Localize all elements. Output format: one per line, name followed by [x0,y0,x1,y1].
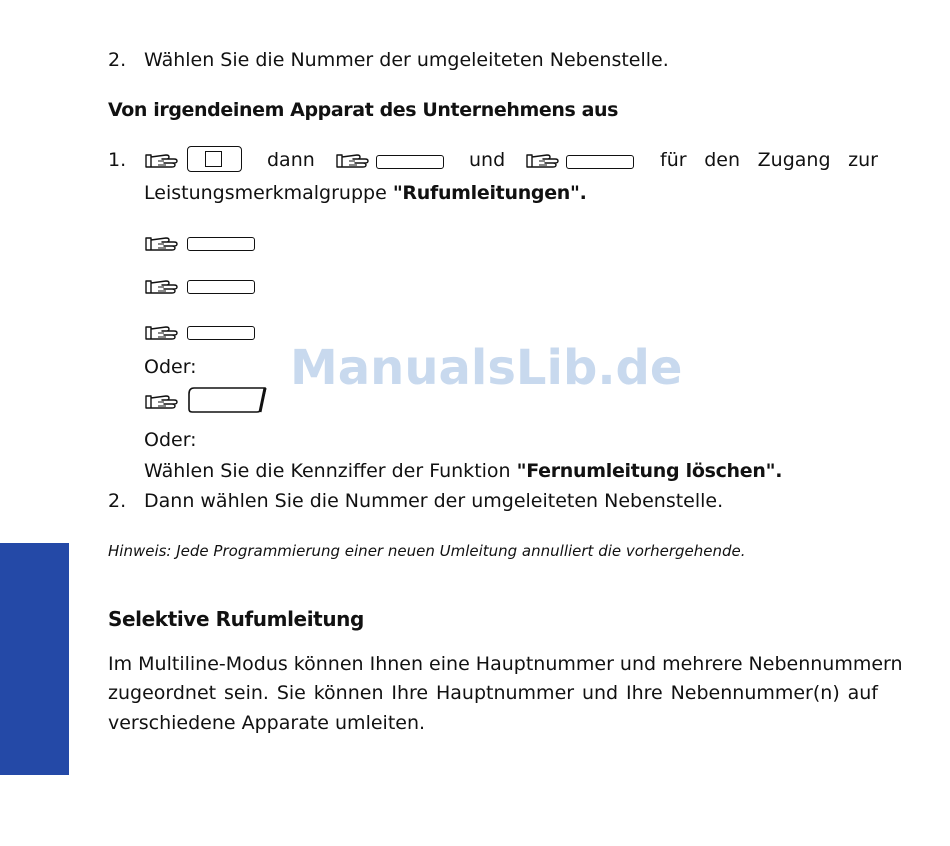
step-word-dann: dann [267,149,315,171]
press-hand-icon [144,276,180,298]
step-text: für den Zugang zur [660,149,878,171]
step-number: 2. [108,490,127,512]
instruction-text [144,460,782,482]
paragraph-line: Im Multiline-Modus können Ihnen eine Hauptnummer und mehrere Nebennummern [108,653,903,675]
press-hand-icon [144,391,180,413]
oder-label: Oder: [144,429,197,451]
step-word-und: und [469,149,506,171]
press-hand-icon [525,150,561,172]
blank-key-icon [187,326,255,340]
press-hand-icon [335,150,371,172]
step-text: Wählen Sie die Nummer der umgeleiteten Nebenstelle. [144,49,669,71]
section-heading: Von irgendeinem Apparat des Unternehmens aus [108,99,619,121]
blank-key-icon [376,155,444,169]
programmable-key-icon [186,386,268,414]
function-name: "Fernumleitung löschen". [516,460,783,482]
paragraph-line: verschiedene Apparate umleiten. [108,712,426,734]
note-text: Hinweis: Jede Programmierung einer neuen Umleitung annulliert die vorhergehende. [108,542,746,560]
chapter-tab [0,543,69,775]
watermark: ManualsLib.de [290,340,683,396]
square-key-icon [187,146,242,172]
step-text [144,182,587,204]
oder-label: Oder: [144,356,197,378]
press-hand-icon [144,322,180,344]
step-text-prefix: Leistungsmerkmalgruppe [144,182,387,204]
blank-key-icon [566,155,634,169]
section-heading: Selektive Rufumleitung [108,607,364,631]
paragraph-line: zugeordnet sein. Sie können Ihre Hauptnummer und Ihre Nebennummer(n) auf [108,682,878,704]
step-number: 2. [108,49,127,71]
step-number: 1. [108,149,127,171]
step-text: Dann wählen Sie die Nummer der umgeleiteten Nebenstelle. [144,490,724,512]
press-hand-icon [144,233,180,255]
blank-key-icon [187,237,255,251]
feature-group-name: "Rufumleitungen". [392,182,587,204]
press-hand-icon [144,150,180,172]
blank-key-icon [187,280,255,294]
instruction-prefix: Wählen Sie die Kennziffer der Funktion [144,460,511,482]
